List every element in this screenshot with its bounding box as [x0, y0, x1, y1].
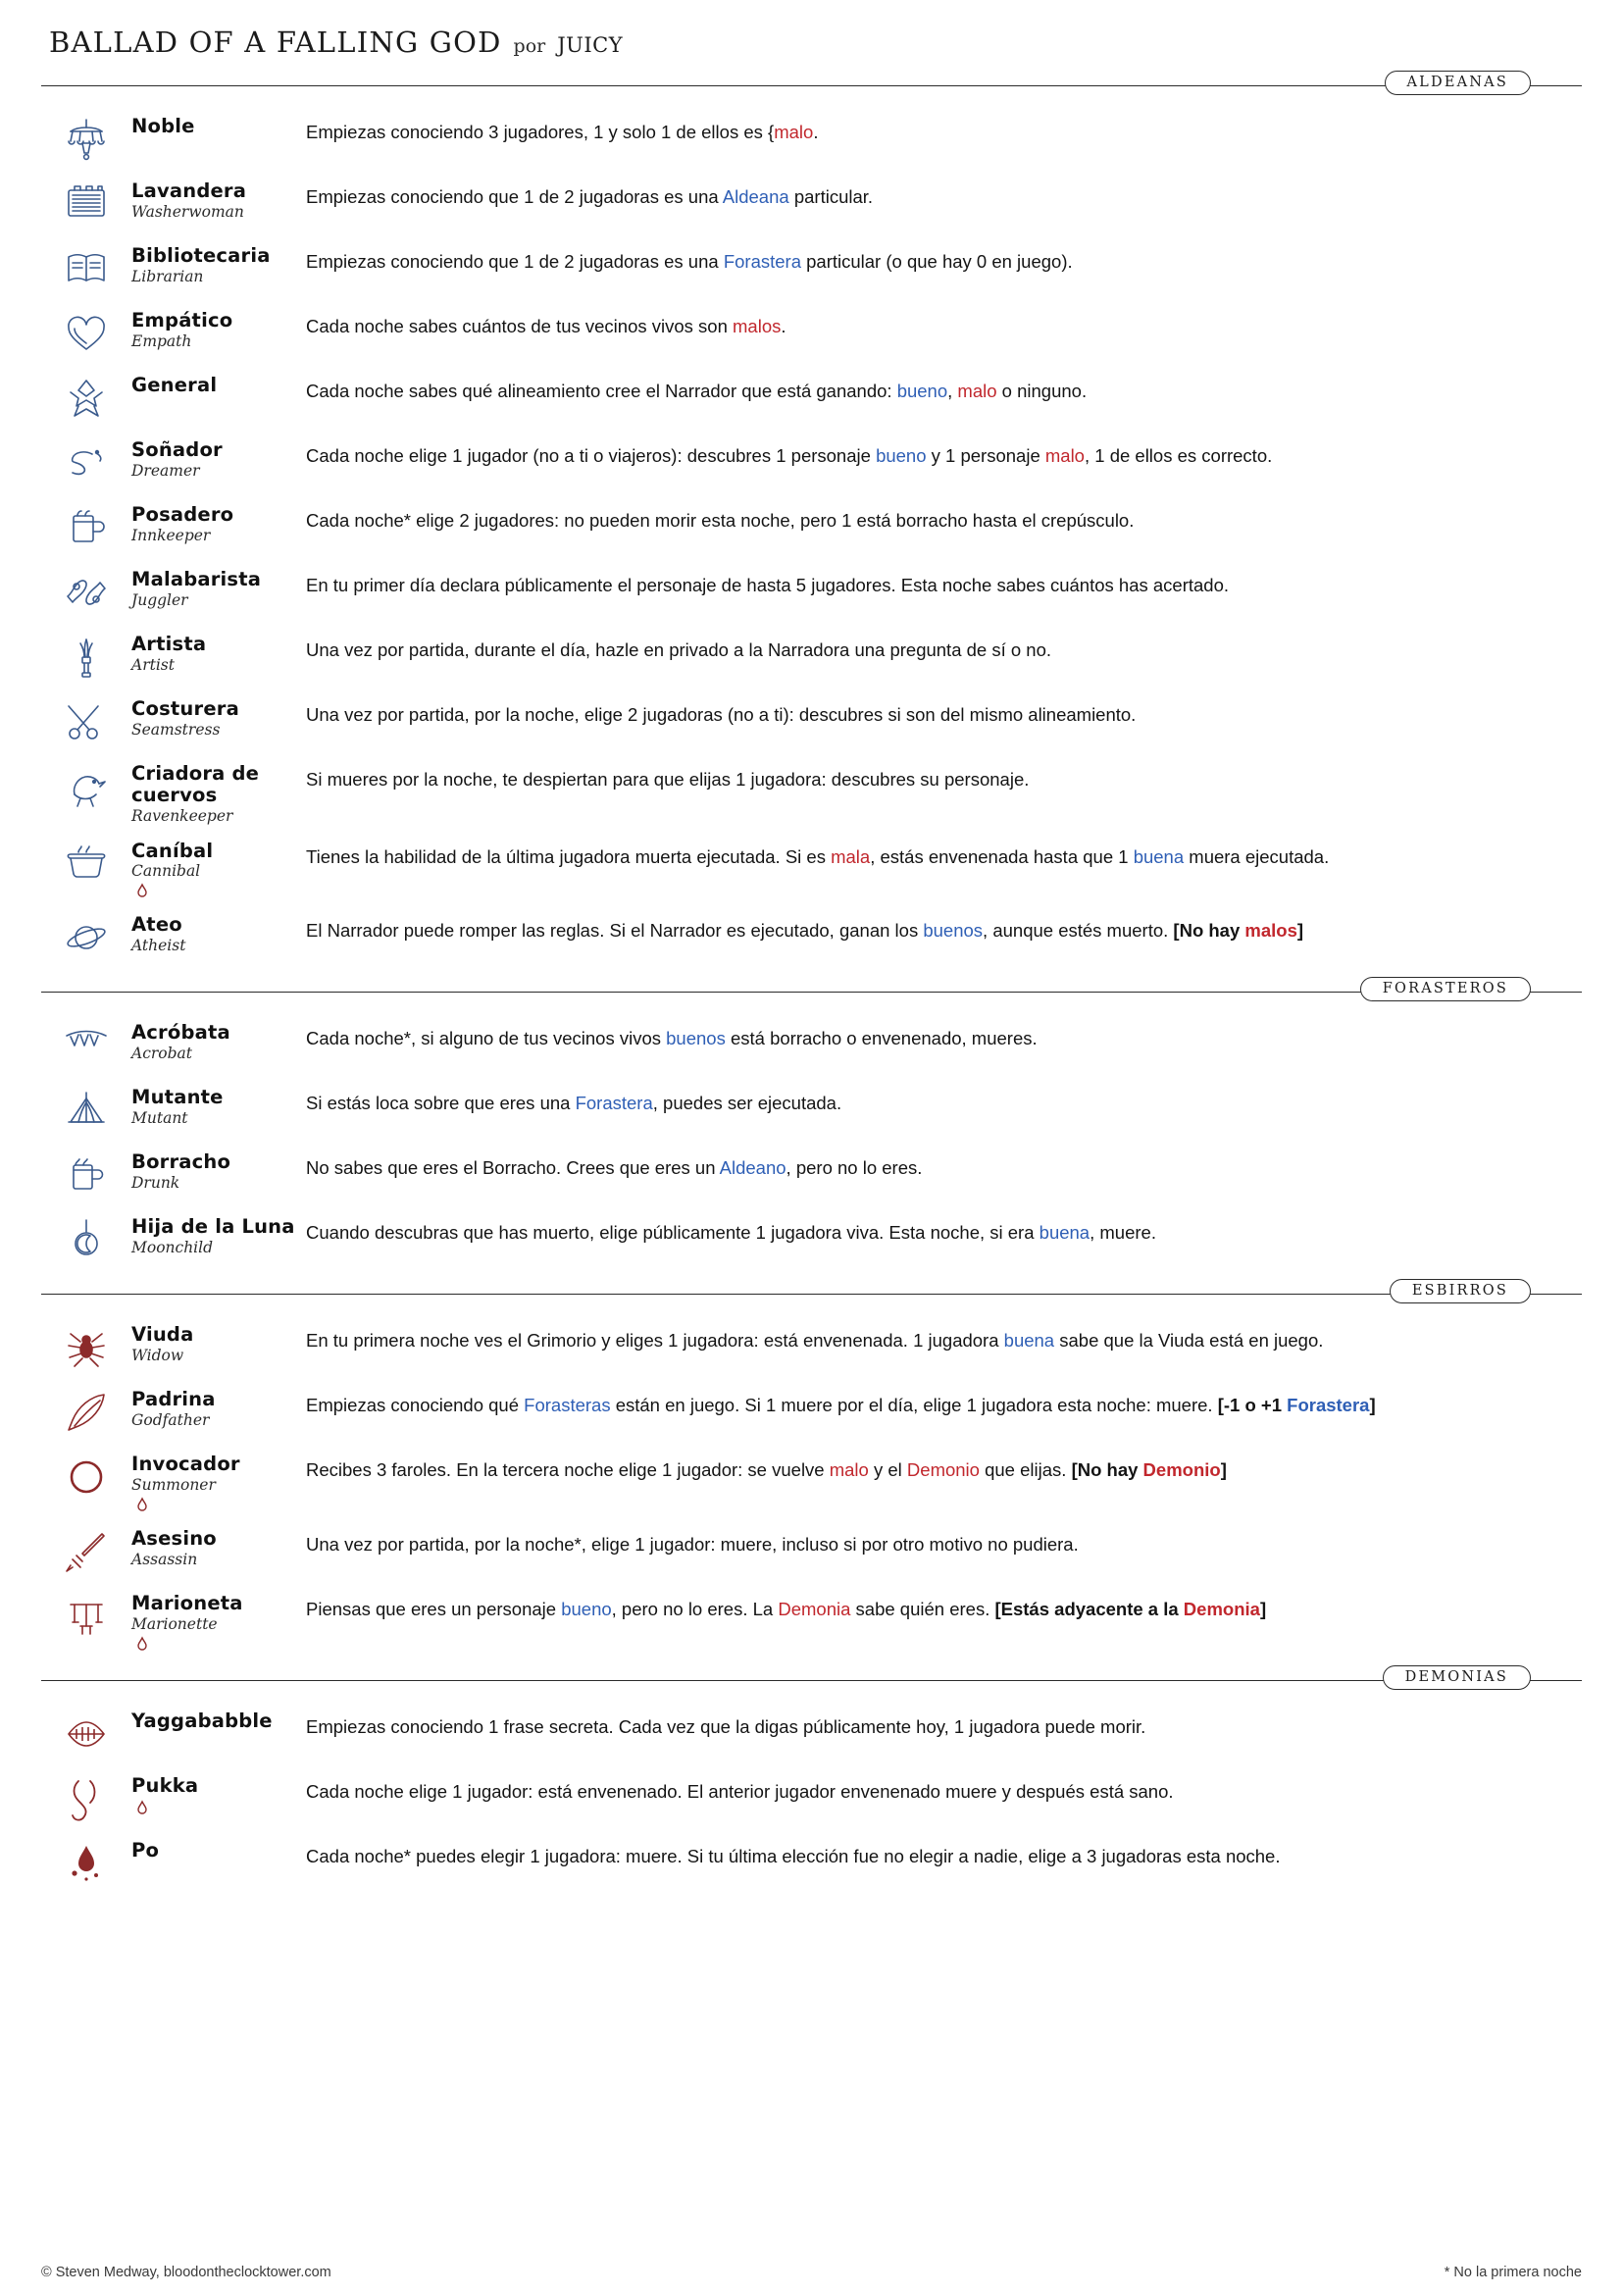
snake-icon: [41, 435, 131, 488]
role-alt-name: Artist: [131, 655, 175, 674]
blood-droplet-icon: [131, 1636, 306, 1652]
role-alt-name: Juggler: [131, 590, 188, 609]
role-row: [41, 1518, 1582, 1583]
planet-icon: [41, 910, 131, 963]
role-name-cell: [131, 1707, 306, 1732]
role-row: [41, 1012, 1582, 1077]
role-name-cell: [131, 694, 306, 739]
role-name-cell: [131, 1018, 306, 1062]
role-name-cell: [131, 1320, 306, 1364]
role-name: Caníbal: [131, 839, 214, 862]
role-name: Costurera: [131, 697, 239, 720]
role-row: [41, 1314, 1582, 1379]
spider-icon: [41, 1320, 131, 1373]
role-ability-text: Si mueres por la noche, te despiertan para que elijas 1 jugadora: descubres su personaje.: [306, 769, 1030, 790]
role-alt-name: Marionette: [131, 1615, 218, 1634]
raven-icon: [41, 759, 131, 812]
quill-icon: [41, 1385, 131, 1438]
section-header-esbirros: [41, 1277, 1582, 1310]
role-row: [41, 1701, 1582, 1765]
blood-droplet-icon: [131, 883, 306, 898]
role-alt-name: Atheist: [131, 937, 186, 955]
role-name: Acróbata: [131, 1021, 230, 1045]
role-name: Marioneta: [131, 1592, 243, 1615]
washboard-icon: [41, 177, 131, 230]
section-header-forasteros: [41, 975, 1582, 1008]
role-alt-name: Summoner: [131, 1476, 216, 1495]
role-alt-name: Mutant: [131, 1109, 188, 1128]
role-name: Yaggababble: [131, 1709, 273, 1733]
role-name-cell: [131, 500, 306, 544]
role-alt-name: Drunk: [131, 1174, 180, 1193]
scissors-icon: [41, 694, 131, 747]
role-ability-text: Tienes la habilidad de la última jugadora muerta ejecutada. Si es mala, estás envenenada hasta que 1 buena muera ejecutada.: [306, 845, 1330, 867]
role-ability-text: Una vez por partida, por la noche*, elige 1 jugador: muere, incluso si por otro motivo no pudiera.: [306, 1534, 1079, 1556]
epaulette-icon: [41, 371, 131, 424]
copyright-text: © Steven Medway, bloodontheclocktower.com: [41, 2265, 331, 2280]
role-name: Hija de la Luna: [131, 1215, 295, 1239]
marionette-icon: [41, 1589, 131, 1642]
role-name: Pukka: [131, 1774, 199, 1798]
role-ability-text: En tu primer día declara públicamente el personaje de hasta 5 jugadores. Esta noche sabes cuántos has acertado.: [306, 575, 1230, 595]
role-row: [41, 689, 1582, 753]
section-label: ESBIRROS: [1390, 1279, 1531, 1303]
dagger-icon: [41, 1524, 131, 1577]
role-name: Borracho: [131, 1150, 231, 1174]
role-name: Posadero: [131, 503, 234, 526]
role-row: [41, 559, 1582, 624]
tankard-icon: [41, 500, 131, 553]
role-name-cell: [131, 306, 306, 350]
role-row: [41, 365, 1582, 430]
brush-icon: [41, 630, 131, 683]
hook-icon: [41, 1771, 131, 1824]
section-header-aldeanas: [41, 69, 1582, 102]
bunting-icon: [41, 1018, 131, 1071]
role-name: Criadora de cuervos: [131, 762, 260, 806]
role-list: [41, 1012, 1582, 1271]
role-name: General: [131, 374, 218, 396]
role-alt-name: Innkeeper: [131, 526, 211, 544]
blood-droplet-icon: [131, 1800, 306, 1815]
role-name-cell: [131, 837, 306, 899]
role-row: [41, 300, 1582, 365]
section-rule: [41, 1294, 1582, 1295]
role-alt-name: Godfather: [131, 1411, 210, 1430]
moon-pendant-icon: [41, 1212, 131, 1265]
role-row: [41, 831, 1582, 905]
role-name-cell: [131, 630, 306, 674]
role-name: Mutante: [131, 1086, 224, 1109]
role-alt-name: Cannibal: [131, 862, 201, 881]
role-name: Artista: [131, 633, 207, 655]
role-alt-name: Librarian: [131, 267, 204, 285]
role-name: Po: [131, 1839, 160, 1862]
title-author: JUICY: [557, 33, 624, 57]
section-rule: [41, 1680, 1582, 1681]
role-name-cell: [131, 1212, 306, 1256]
role-name-cell: [131, 1589, 306, 1652]
role-name: Noble: [131, 115, 195, 137]
role-row: [41, 1206, 1582, 1271]
role-name: Malabarista: [131, 568, 262, 590]
heart-icon: [41, 306, 131, 359]
role-ability-text: Cada noche sabes qué alineamiento cree el Narrador que está ganando: bueno, malo o ninguno.: [306, 381, 1088, 401]
role-name-cell: [131, 1083, 306, 1127]
section-label: ALDEANAS: [1385, 71, 1531, 95]
juggling-pins-icon: [41, 565, 131, 618]
role-ability-text: Recibes 3 faroles. En la tercera noche elige 1 jugador: se vuelve malo y el Demonio que elijas. [No hay Demonio]: [306, 1459, 1227, 1481]
role-ability-text: Una vez por partida, durante el día, hazle en privado a la Narradora una pregunta de sí o no.: [306, 639, 1052, 660]
role-name: Empático: [131, 309, 233, 332]
role-name-cell: [131, 1771, 306, 1815]
role-ability-text: Cada noche elige 1 jugador: está envenenado. El anterior jugador envenenado muere y después está sano.: [306, 1781, 1174, 1803]
blood-splatter-icon: [41, 1836, 131, 1889]
role-list: [41, 1314, 1582, 1658]
sections-root: [41, 69, 1582, 1895]
role-ability-text: Empiezas conociendo qué Forasteras están en juego. Si 1 muere por el día, elige 1 jugadora esta noche: muere. [-1 o +1 Forastera]: [306, 1395, 1376, 1416]
beer-mug-icon: [41, 1148, 131, 1200]
role-name-cell: [131, 565, 306, 609]
role-row: [41, 1077, 1582, 1142]
role-row: [41, 430, 1582, 494]
page-title: BALLAD OF A FALLING GOD: [49, 26, 502, 59]
role-row: [41, 1444, 1582, 1518]
tent-icon: [41, 1083, 131, 1136]
role-ability-text: Cada noche elige 1 jugador (no a ti o viajeros): descubres 1 personaje bueno y 1 personaje malo, 1 de ellos es correcto.: [306, 445, 1273, 466]
page-footer: [41, 2265, 1582, 2286]
role-ability-text: Cada noche*, si alguno de tus vecinos vivos buenos está borracho o envenenado, mueres.: [306, 1028, 1038, 1049]
role-name: Invocador: [131, 1453, 240, 1476]
role-list: [41, 106, 1582, 969]
role-name-cell: [131, 371, 306, 396]
role-ability-text: Empiezas conociendo que 1 de 2 jugadoras es una Aldeana particular.: [306, 186, 874, 207]
role-name: Soñador: [131, 438, 223, 461]
role-name: Bibliotecaria: [131, 244, 271, 267]
role-name-cell: [131, 1385, 306, 1429]
role-row: [41, 235, 1582, 300]
first-night-note: * No la primera noche: [1444, 2265, 1582, 2280]
section-label: DEMONIAS: [1383, 1665, 1531, 1690]
role-alt-name: Assassin: [131, 1551, 198, 1569]
section-header-demonias: [41, 1663, 1582, 1697]
role-ability-text: Piensas que eres un personaje bueno, pero no lo eres. La Demonia sabe quién eres. [Estás adyacente a la Demonia]: [306, 1599, 1267, 1620]
role-row: [41, 171, 1582, 235]
mouth-icon: [41, 1707, 131, 1760]
role-row: [41, 904, 1582, 969]
role-row: [41, 1830, 1582, 1895]
role-alt-name: Ravenkeeper: [131, 806, 233, 825]
role-ability-text: En tu primera noche ves el Grimorio y eliges 1 jugadora: está envenenada. 1 jugadora buena sabe que la Viuda está en juego.: [306, 1330, 1324, 1352]
book-icon: [41, 241, 131, 294]
role-alt-name: Moonchild: [131, 1239, 214, 1257]
role-name: Padrina: [131, 1388, 216, 1411]
role-row: [41, 106, 1582, 171]
role-alt-name: Widow: [131, 1347, 184, 1365]
role-ability-text: Cada noche sabes cuántos de tus vecinos vivos son malos.: [306, 316, 786, 336]
section-rule: [41, 992, 1582, 993]
role-name-cell: [131, 910, 306, 954]
role-ability-text: El Narrador puede romper las reglas. Si el Narrador es ejecutado, ganan los buenos, aunque estés muerto. [No hay malos]: [306, 920, 1304, 942]
role-name-cell: [131, 241, 306, 285]
role-ability-text: Empiezas conociendo 3 jugadores, 1 y solo 1 de ellos es {malo.: [306, 122, 819, 142]
role-row: [41, 753, 1582, 831]
role-ability-text: Una vez por partida, por la noche, elige 2 jugadoras (no a ti): descubres si son del mismo alineamiento.: [306, 704, 1137, 725]
role-name-cell: [131, 112, 306, 137]
title-by-label: por: [513, 35, 546, 57]
role-name: Asesino: [131, 1527, 217, 1551]
role-ability-text: Cuando descubras que has muerto, elige públicamente 1 jugadora viva. Esta noche, si era buena, muere.: [306, 1222, 1156, 1244]
title-bar: [41, 26, 1582, 59]
role-alt-name: Washerwoman: [131, 202, 244, 221]
role-name-cell: [131, 1524, 306, 1568]
section-rule: [41, 85, 1582, 86]
role-name: Ateo: [131, 913, 182, 937]
blood-droplet-icon: [131, 1497, 306, 1512]
role-row: [41, 624, 1582, 689]
role-ability-text: Empiezas conociendo 1 frase secreta. Cada vez que la digas públicamente hoy, 1 jugadora puede morir.: [306, 1716, 1146, 1738]
role-ability-text: Empiezas conociendo que 1 de 2 jugadoras es una Forastera particular (o que hay 0 en juego).: [306, 251, 1073, 272]
role-ability-text: Cada noche* puedes elegir 1 jugadora: muere. Si tu última elección fue no elegir a nadie, elige a 3 jugadoras esta noche.: [306, 1846, 1281, 1867]
section-label: FORASTEROS: [1360, 977, 1531, 1001]
role-row: [41, 1142, 1582, 1206]
role-alt-name: Seamstress: [131, 720, 221, 739]
role-name: Lavandera: [131, 179, 247, 202]
chandelier-icon: [41, 112, 131, 165]
role-alt-name: Dreamer: [131, 461, 200, 480]
role-ability-text: Si estás loca sobre que eres una Forastera, puedes ser ejecutada.: [306, 1093, 842, 1114]
role-name-cell: [131, 759, 306, 825]
role-row: [41, 494, 1582, 559]
role-name-cell: [131, 177, 306, 221]
role-name: Viuda: [131, 1323, 194, 1347]
role-name-cell: [131, 1450, 306, 1512]
pot-icon: [41, 837, 131, 890]
role-alt-name: Empath: [131, 332, 192, 350]
role-name-cell: [131, 1836, 306, 1862]
role-list: [41, 1701, 1582, 1895]
role-alt-name: Acrobat: [131, 1045, 193, 1063]
role-ability-text: No sabes que eres el Borracho. Crees que eres un Aldeano, pero no lo eres.: [306, 1157, 923, 1179]
ring-icon: [41, 1450, 131, 1503]
role-name-cell: [131, 435, 306, 480]
role-row: [41, 1765, 1582, 1830]
role-row: [41, 1583, 1582, 1658]
role-ability-text: Cada noche* elige 2 jugadores: no pueden morir esta noche, pero 1 está borracho hasta el crepúsculo.: [306, 510, 1135, 531]
role-name-cell: [131, 1148, 306, 1192]
role-row: [41, 1379, 1582, 1444]
